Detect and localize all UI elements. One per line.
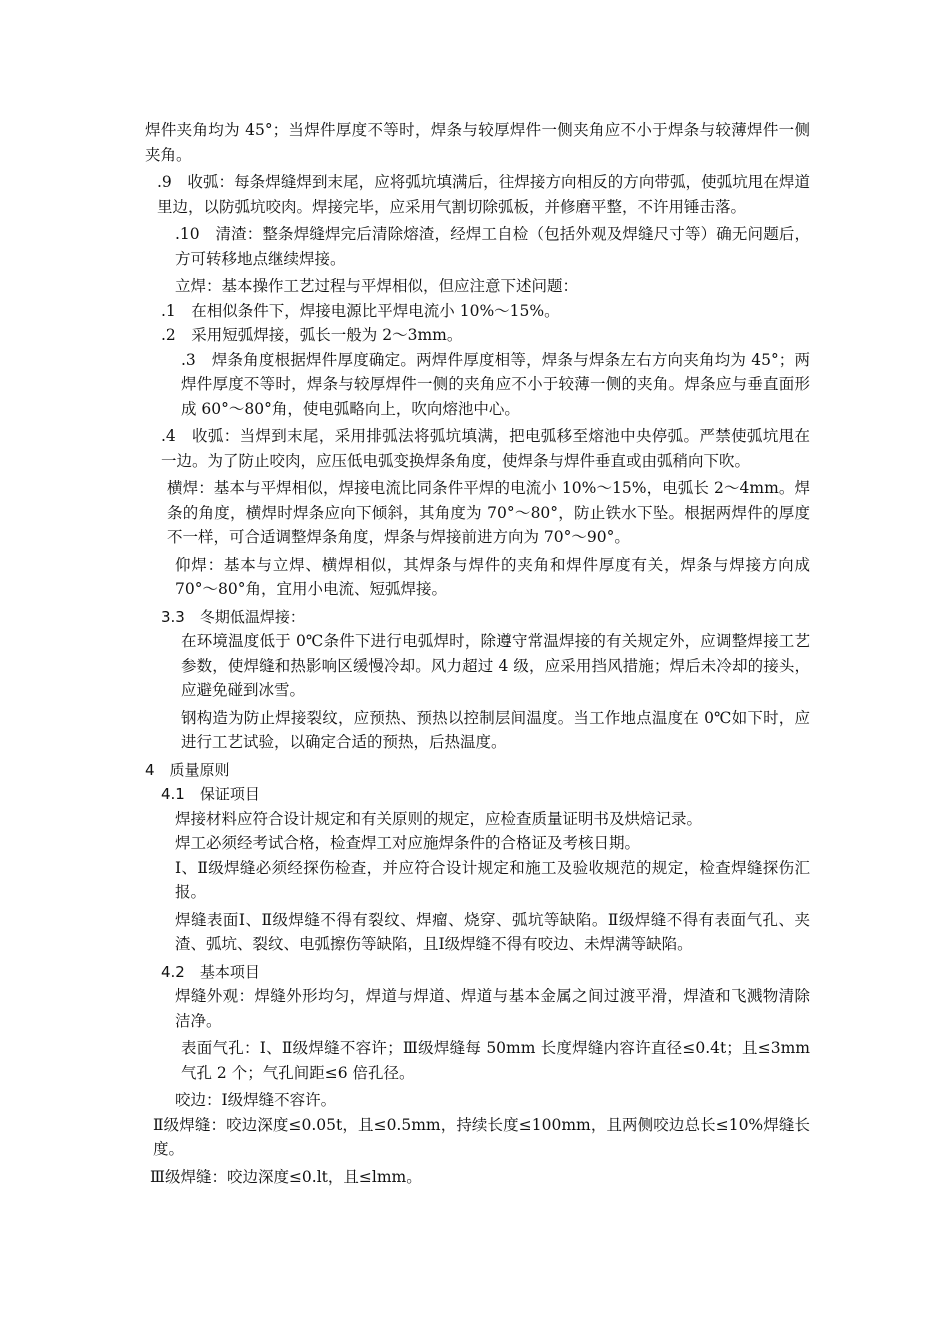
section-heading-4-2: 4.2 基本项目 (161, 962, 260, 981)
paragraph-inspection: Ⅰ、Ⅱ级焊缝必须经探伤检查，并应符合设计规定和施工及验收规范的规定，检查焊缝探伤汇报。 (175, 858, 810, 901)
section-heading-3-3: 3.3 冬期低温焊接： (161, 607, 305, 626)
paragraph-grade-2-undercut: Ⅱ级焊缝：咬边深度≤0.05t，且≤0.5mm，持续长度≤100mm，且两侧咬边总长≤10%焊缝长度。 (153, 1115, 810, 1158)
paragraph-weld-angle: 焊件夹角均为 45°；当焊件厚度不等时，焊条与较厚焊件一侧夹角应不小于焊条与较薄焊件一侧夹角。 (145, 121, 810, 164)
document-body (145, 118, 810, 1189)
paragraph-vertical-1: .1 在相似条件下，焊接电源比平焊电流小 10%～15%。 (161, 301, 560, 320)
paragraph-vertical-4: .4 收弧：当焊到末尾，采用排弧法将弧坑填满，把电弧移至熔池中央停弧。严禁使弧坑甩在一边。为了防止咬肉，应压低电弧变换焊条角度，使焊条与焊件垂直或由弧稍向下吹。 (161, 427, 810, 470)
paragraph-surface-porosity: 表面气孔：Ⅰ、Ⅱ级焊缝不容许；Ⅲ级焊缝每 50mm 长度焊缝内容许直径≤0.4t；且≤3mm 气孔 2 个；气孔间距≤6 倍孔径。 (181, 1039, 810, 1082)
paragraph-vertical-2: .2 采用短弧焊接，弧长一般为 2～3mm。 (161, 326, 463, 344)
paragraph-arc-ending: .9 收弧：每条焊缝焊到末尾，应将弧坑填满后，往焊接方向相反的方向带弧，使弧坑甩在焊道里边，以防弧坑咬肉。焊接完毕，应采用气割切除弧板，并修磨平整，不许用锤击落。 (157, 173, 810, 216)
paragraph-slag-cleaning: .10 清渣：整条焊缝焊完后清除熔渣，经焊工自检（包括外观及焊缝尺寸等）确无问题后，方可转移地点继续焊接。 (175, 225, 810, 268)
paragraph-welder-cert: 焊工必须经考试合格，检查焊工对应施焊条件的合格证及考核日期。 (175, 834, 641, 852)
paragraph-overhead-welding: 仰焊：基本与立焊、横焊相似，其焊条与焊件的夹角和焊件厚度有关，焊条与焊接方向成 70°～80°角，宜用小电流、短弧焊接。 (175, 555, 810, 598)
paragraph-horizontal-welding: 横焊：基本与平焊相似，焊接电流比同条件平焊的电流小 10%～15%，电弧长 2～4mm。焊条的角度，横焊时焊条应向下倾斜，其角度为 70°～80°，防止铁水下坠。根据两焊件的厚度不一样，可合适调整焊条角度，焊条与焊接前进方向为 70°～90°。 (167, 479, 810, 546)
paragraph-preheat: 钢构造为防止焊接裂纹，应预热、预热以控制层间温度。当工作地点温度在 0℃如下时，应进行工艺试验，以确定合适的预热，后热温度。 (181, 708, 810, 751)
section-heading-4-1: 4.1 保证项目 (161, 785, 260, 803)
paragraph-winter-welding: 在环境温度低于 0℃条件下进行电弧焊时，除遵守常温焊接的有关规定外，应调整焊接工艺参数，使焊缝和热影响区缓慢冷却。风力超过 4 级，应采用挡风措施；焊后未冷却的接头，应避免碰到冰雪。 (181, 632, 810, 699)
paragraph-grade-3-undercut: Ⅲ级焊缝：咬边深度≤0.lt，且≤lmm。 (150, 1167, 422, 1186)
paragraph-materials: 焊接材料应符合设计规定和有关原则的规定，应检查质量证明书及烘焙记录。 (175, 809, 703, 828)
paragraph-surface-defects: 焊缝表面Ⅰ、Ⅱ级焊缝不得有裂纹、焊瘤、烧穿、弧坑等缺陷。Ⅱ级焊缝不得有表面气孔、夹渣、弧坑、裂纹、电弧擦伤等缺陷，且Ⅰ级焊缝不得有咬边、未焊满等缺陷。 (175, 910, 810, 953)
paragraph-undercut: 咬边：Ⅰ级焊缝不容许。 (175, 1091, 337, 1109)
paragraph-vertical-welding: 立焊：基本操作工艺过程与平焊相似，但应注意下述问题： (175, 277, 579, 295)
paragraph-vertical-3: .3 焊条角度根据焊件厚度确定。两焊件厚度相等，焊条与焊条左右方向夹角均为 45°；两焊件厚度不等时，焊条与较厚焊件一侧的夹角应不小于较薄一侧的夹角。焊条应与垂直面形成 60°～80°角，使电弧略向上，吹向熔池中心。 (181, 350, 810, 418)
section-heading-4: 4 质量原则 (145, 760, 230, 779)
paragraph-weld-appearance: 焊缝外观：焊缝外形均匀，焊道与焊道、焊道与基本金属之间过渡平滑，焊渣和飞溅物清除洁净。 (175, 987, 810, 1030)
